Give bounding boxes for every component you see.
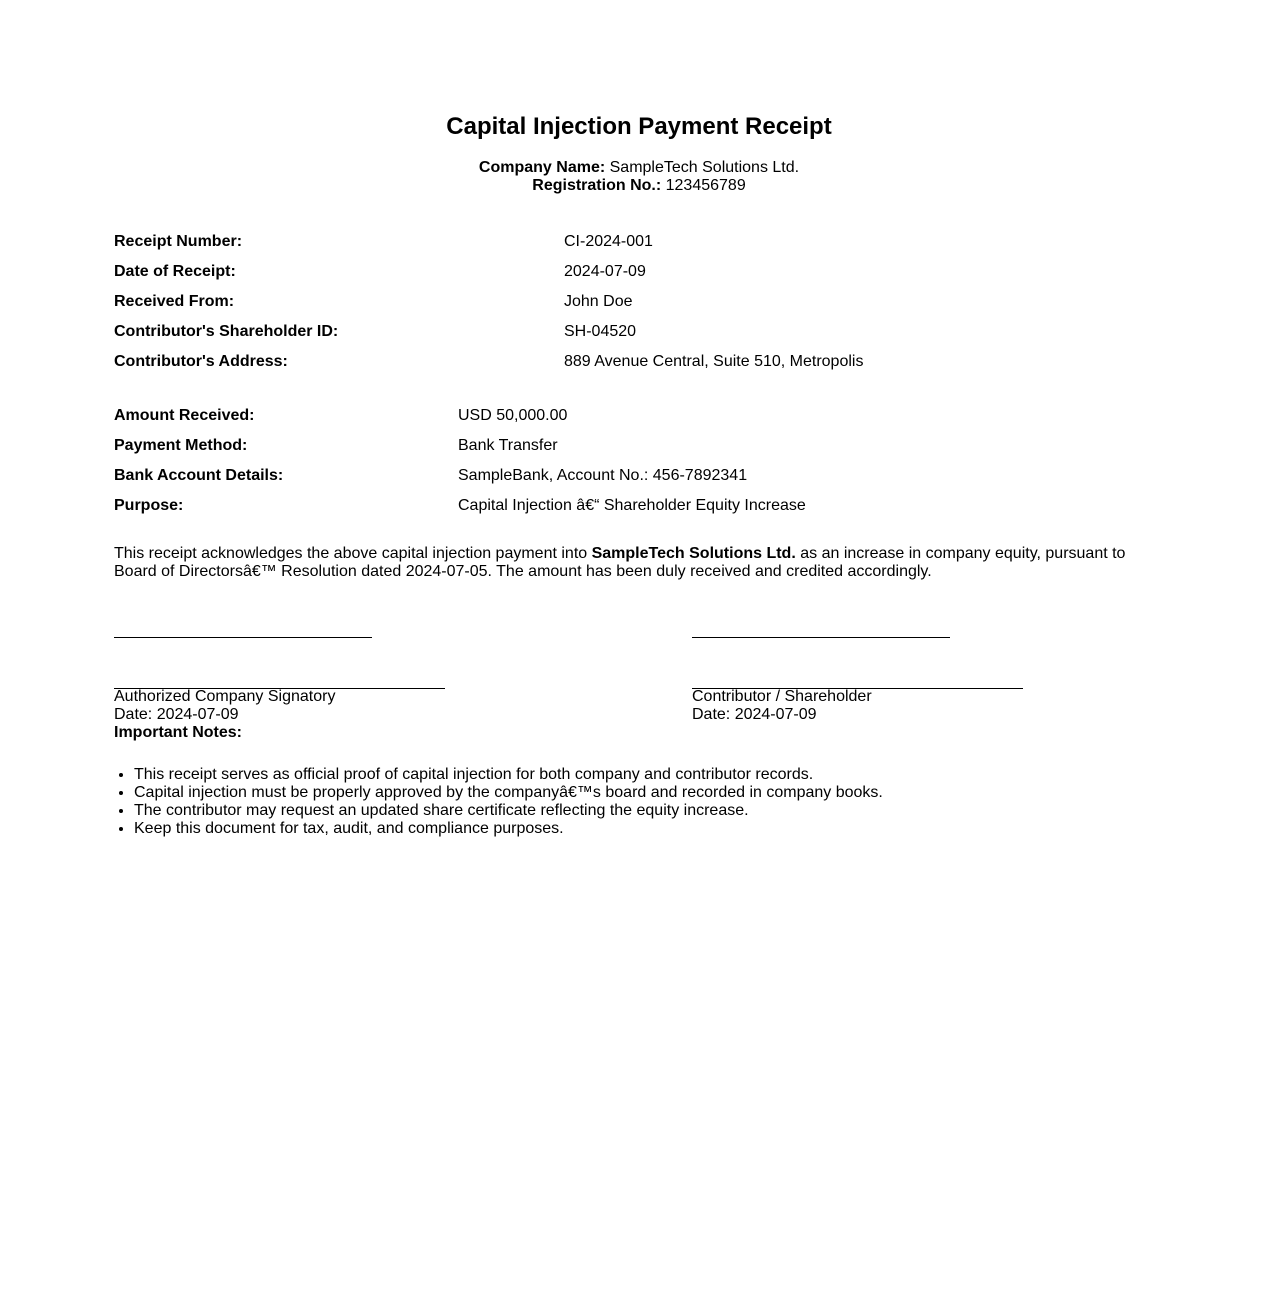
company-signatory-role: Authorized Company Signatory	[114, 688, 336, 705]
table-row	[114, 257, 863, 287]
contributor-signature-block	[692, 688, 872, 724]
notes-title: Important Notes:	[114, 724, 242, 741]
table-row	[114, 317, 863, 347]
bank-account-value: SampleBank, Account No.: 456-7892341	[458, 467, 748, 484]
registration-value: 123456789	[665, 177, 746, 194]
receipt-number-value: CI-2024-001	[564, 233, 653, 250]
table-row	[114, 287, 863, 317]
table-row	[114, 431, 806, 461]
company-info	[0, 159, 1278, 195]
acknowledgement-statement	[114, 545, 1164, 581]
contributor-address-value: 889 Avenue Central, Suite 510, Metropolis	[564, 353, 864, 370]
list-item: • The contributor may request an updated share certificate reflecting the equity increase.	[134, 802, 1174, 820]
table-row	[114, 461, 806, 491]
page-title: Capital Injection Payment Receipt	[446, 113, 832, 140]
date-of-receipt-value: 2024-07-09	[564, 263, 646, 280]
contributor-signature-date: Date: 2024-07-09	[692, 706, 817, 723]
payment-details-table	[114, 401, 806, 521]
amount-received-value: USD 50,000.00	[458, 407, 568, 424]
bank-account-label: Bank Account Details:	[114, 467, 284, 484]
receipt-details-table	[114, 227, 863, 377]
shareholder-id-value: SH-04520	[564, 323, 637, 340]
registration-label: Registration No.:	[532, 177, 662, 194]
contributor-address-label: Contributor's Address:	[114, 353, 288, 370]
list-item: • Capital injection must be properly approved by the companyâ€™s board and recorded in company books.	[134, 784, 1174, 802]
receipt-number-label: Receipt Number:	[114, 233, 243, 250]
statement-text-before: This receipt acknowledges the above capital injection payment into	[114, 545, 592, 562]
date-of-receipt-label: Date of Receipt:	[114, 263, 236, 280]
company-name-value: SampleTech Solutions Ltd.	[609, 159, 800, 176]
table-row	[114, 401, 806, 431]
company-signature-date: Date: 2024-07-09	[114, 706, 239, 723]
registration-line	[0, 177, 1278, 195]
company-name-label: Company Name:	[478, 159, 606, 176]
received-from-label: Received From:	[114, 293, 235, 310]
company-signature-block	[114, 688, 335, 724]
shareholder-id-label: Contributor's Shareholder ID:	[114, 323, 339, 340]
table-row	[114, 491, 806, 521]
contributor-role: Contributor / Shareholder	[692, 688, 872, 705]
payment-method-label: Payment Method:	[114, 437, 248, 454]
amount-received-label: Amount Received:	[114, 407, 255, 424]
purpose-value: Capital Injection â€“ Shareholder Equity Increase	[458, 497, 806, 514]
list-item: • Keep this document for tax, audit, and compliance purposes.	[134, 820, 1174, 838]
left-signature-line-top	[114, 637, 372, 638]
table-row	[114, 227, 863, 257]
right-signature-line-top	[692, 637, 950, 638]
company-name-line	[0, 159, 1278, 177]
received-from-value: John Doe	[564, 293, 633, 310]
purpose-label: Purpose:	[114, 497, 184, 514]
list-item: • This receipt serves as official proof of capital injection for both company and contributor records.	[134, 766, 1174, 784]
table-row	[114, 347, 863, 377]
notes-list	[114, 766, 1174, 838]
statement-text-after: as an increase in company equity, pursuant to Board of Directorsâ€™ Resolution dated 2024-07-05. The amount has been duly received and credited accordingly.	[114, 545, 1126, 580]
payment-method-value: Bank Transfer	[458, 437, 558, 454]
statement-company-name: SampleTech Solutions Ltd.	[591, 545, 796, 562]
